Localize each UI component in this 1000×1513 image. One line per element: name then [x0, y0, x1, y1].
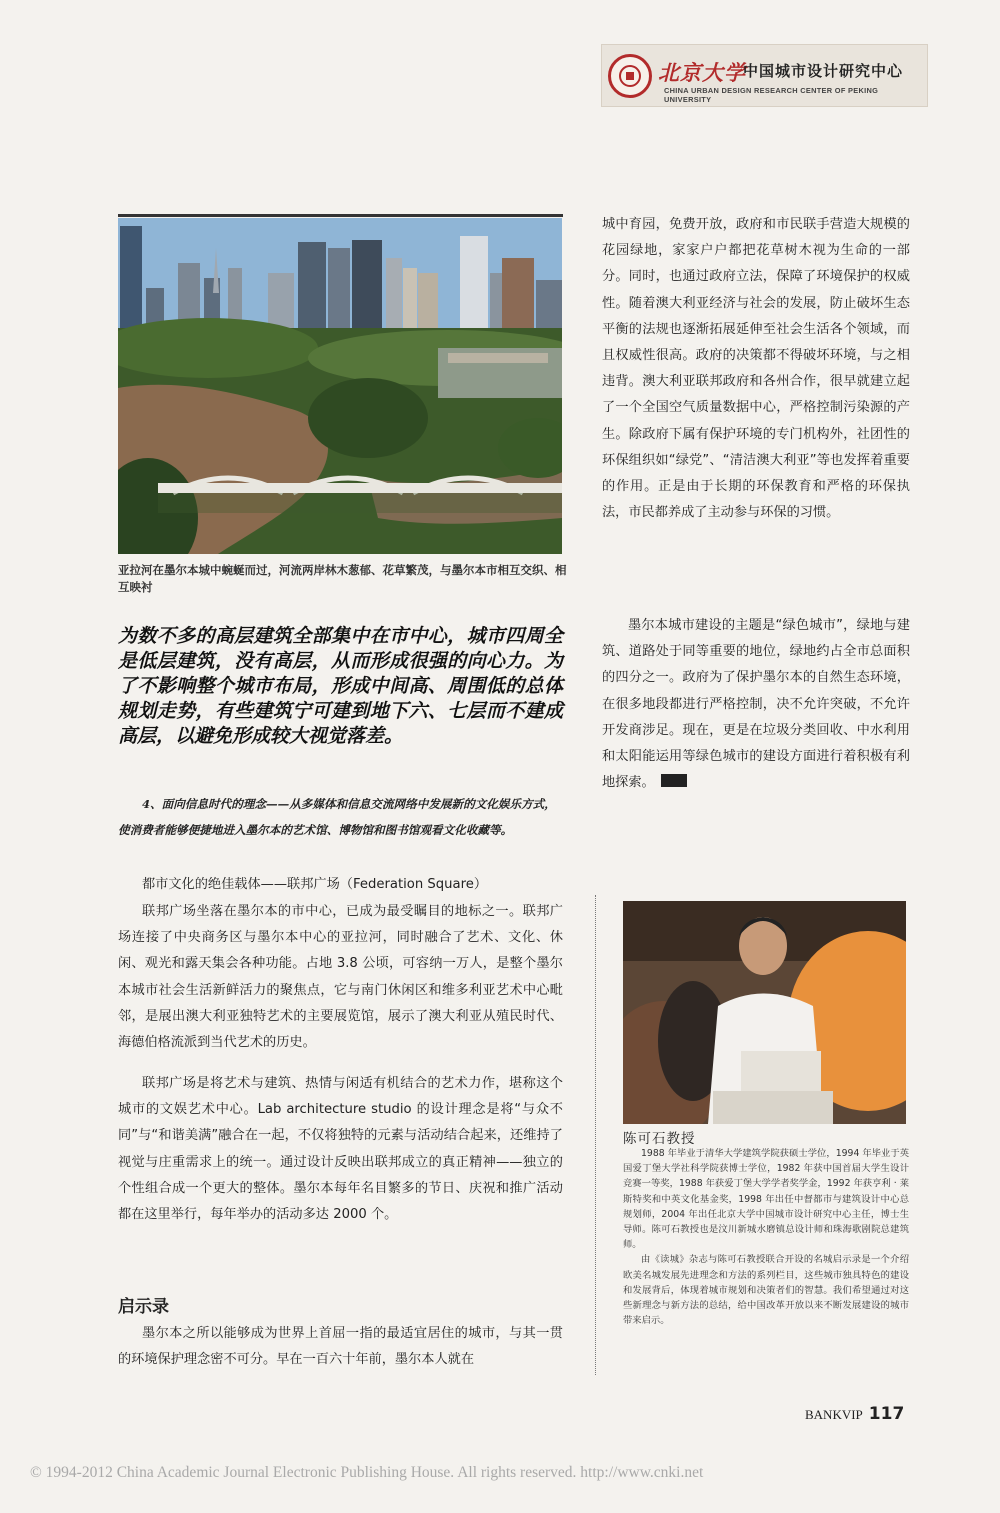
bio-text	[623, 1146, 909, 1328]
left-paragraph-2: 联邦广场是将艺术与建筑、热情与闲适有机结合的艺术力作，堪称这个城市的文娱艺术中心。Lab architecture studio 的设计理念是将“与众不同”与“和谐美满”融合在一起，不仅将独特的元素与活动结合起来，还维持了视觉与庄重需求上的统一。通过设计反映出联邦成立的真正精神——独立的个性组合成一个更大的整体。墨尔本每年名目繁多的节日、庆祝和推广活动都在这里举行，每年举办的活动多达 2000 个。	[118, 1076, 563, 1223]
photo-caption: 亚拉河在墨尔本城中蜿蜒而过，河流两岸林木葱郁、花草繁茂，与墨尔本市相互交织、相互映衬	[118, 563, 567, 594]
end-mark-icon	[661, 774, 687, 787]
author-portrait	[623, 901, 906, 1124]
university-seal-icon	[608, 54, 652, 98]
pull-quote: 为数不多的高层建筑全部集中在市中心，城市四周全是低层建筑，没有高层，从而形成很强的向心力。为了不影响整个城市布局，形成中间高、周围低的总体规划走势，有些建筑宁可建到地下六、七层而不建成高层，以避免形成较大视觉落差。	[118, 625, 563, 747]
brand-label: BANKVIP	[805, 1407, 863, 1422]
right-paragraph-1: 城中育园，免费开放，政府和市民联手营造大规模的花园绿地，家家户户都把花草树木视为生命的一部分。同时，也通过政府立法，保障了环境保护的权威性。随着澳大利亚经济与社会的发展，防止破坏生态平衡的法规也逐渐拓展延伸至社会生活各个领域，而且权威性很高。政府的决策都不得破坏环境，与之相违背。澳大利亚联邦政府和各州合作，很早就建立起了一个全国空气质量数据中心，严格控制污染源的产生。除政府下属有保护环境的专门机构外，社团性的环保组织如“绿党”、“清洁澳大利亚”等也发挥着重要的作用。正是由于长期的环保教育和严格的环保执法，市民都养成了主动参与环保的习惯。	[602, 217, 910, 521]
federation-square-subheading: 都市文化的绝佳载体——联邦广场（Federation Square）	[142, 877, 488, 892]
bio-name: 陈可石教授	[623, 1131, 696, 1147]
page-footer	[805, 1404, 904, 1424]
center-name-en: CHINA URBAN DESIGN RESEARCH CENTER OF PEKING UNIVERSITY	[664, 86, 879, 104]
right-paragraph-2-text: 墨尔本城市建设的主题是“绿色城市”，绿地与建筑、道路处于同等重要的地位，绿地约占全市总面积的四分之一。政府为了保护墨尔本的自然生态环境，在很多地段都进行严格控制，决不允许突破，不允许开发商涉足。现在，更是在垃圾分类回收、中水利用和太阳能运用等绿色城市的建设方面进行着积极有利地探索。	[602, 618, 910, 791]
bio-paragraph-1: 1988 年毕业于清华大学建筑学院获硕士学位，1994 年毕业于英国爱丁堡大学社科学院获博士学位，1982 年获中国首届大学生设计竞赛一等奖，1988 年获爱丁堡大学学者奖学金，1992 年获亨利 · 莱斯特奖和中英文化基金奖，1998 年出任中督都市与建筑设计中心总规划师，2004 年出任北京大学中国城市设计研究中心主任，博士生导师。陈可石教授也是汶川新城水磨镇总设计师和珠海歌剧院总建筑师。	[623, 1148, 909, 1251]
university-name: 北京大学	[658, 60, 746, 85]
page-number: 117	[868, 1404, 905, 1424]
bio-paragraph-2: 由《读城》杂志与陈可石教授联合开设的名城启示录是一个介绍欧美名城发展先进理念和方法的系列栏目，这些城市独具特色的建设和发展背后，体现着城市规划和决策者们的智慧。我们希望通过对这些新理念与新方法的总结，给中国改革开放以来不断发展建设的城市带来启示。	[623, 1254, 909, 1327]
right-paragraph-2	[602, 613, 910, 796]
photo-top-rule	[118, 214, 563, 217]
section-heading: 启示录	[118, 1297, 169, 1317]
section-4-heading: 4、面向信息时代的理念——从多媒体和信息交流网络中发展新的文化娱乐方式，使消费者能够便捷地进入墨尔本的艺术馆、博物馆和图书馆观看文化收藏等。	[118, 797, 556, 837]
header-badge	[601, 44, 928, 107]
center-name: 中国城市设计研究中心	[743, 62, 904, 80]
city-river-photo	[118, 218, 562, 554]
left-paragraph-1: 联邦广场坐落在墨尔本的市中心，已成为最受瞩目的地标之一。联邦广场连接了中央商务区与墨尔本中心的亚拉河，同时融合了艺术、文化、休闲、观光和露天集会各种功能。占地 3.8 公顷，可容纳一万人，是整个墨尔本城市社会生活新鲜活力的聚焦点，它与南门休闲区和维多利亚艺术中心毗邻，是展出澳大利亚独特艺术的主要展览馆，展示了澳大利亚从殖民时代、海德伯格流派到当代艺术的历史。	[118, 904, 563, 1051]
left-paragraph-3: 墨尔本之所以能够成为世界上首屈一指的最适宜居住的城市，与其一贯的环境保护理念密不可分。早在一百六十年前，墨尔本人就在	[118, 1326, 563, 1368]
copyright-notice: © 1994-2012 China Academic Journal Electronic Publishing House. All rights reserved. http://www.cnki.net	[30, 1464, 704, 1481]
